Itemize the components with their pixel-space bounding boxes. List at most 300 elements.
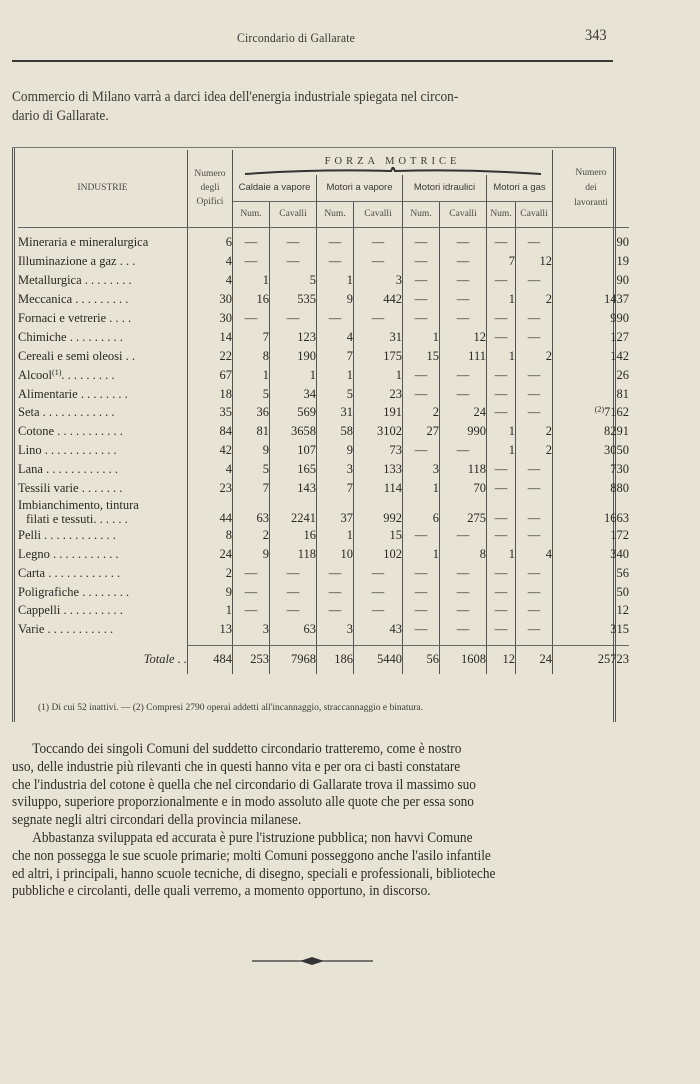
cell-opifici: 9 — [188, 583, 233, 602]
cell-mi-n: — — [403, 564, 440, 583]
sub-header-num: Num. — [403, 201, 440, 227]
cell-cv-n: — — [233, 564, 270, 583]
cell-mi-n: — — [403, 309, 440, 328]
cell-cv-n: 1 — [233, 366, 270, 385]
cell-mi-c: — — [440, 385, 487, 404]
cell-mi-c: — — [440, 290, 487, 309]
cell-cv-n: 36 — [233, 404, 270, 423]
cell-lavoranti: 12 — [553, 602, 630, 621]
cell-lavoranti: 172 — [553, 526, 630, 545]
table-row — [18, 498, 629, 526]
cell-mg-c: — — [516, 583, 553, 602]
table-row — [18, 422, 629, 441]
cell-mi-n: — — [403, 385, 440, 404]
cell-mi-c: 24 — [440, 404, 487, 423]
cell-mi-c: 275 — [440, 498, 487, 526]
section-ornament-icon — [250, 955, 375, 967]
cell-opifici: 24 — [188, 545, 233, 564]
cell-cv-n: — — [233, 602, 270, 621]
cell-mv-c: 175 — [354, 347, 403, 366]
cell-mv-n: 1 — [317, 366, 354, 385]
cell-cv-c: 16 — [270, 526, 317, 545]
cell-lavoranti: 1437 — [553, 290, 630, 309]
industry-name: Alcool$^{(1)}$. . . . . . . . . — [18, 367, 115, 382]
cell-mi-c: 111 — [440, 347, 487, 366]
cell-mg-c: 2 — [516, 441, 553, 460]
industry-name: Poligrafiche . . . . . . . . — [18, 584, 130, 599]
cell-mg-c: — — [516, 620, 553, 639]
cell-cv-n: 9 — [233, 545, 270, 564]
sub-header-cavalli: Cavalli — [516, 201, 553, 227]
cell-mv-c: — — [354, 252, 403, 271]
cell-mi-n: — — [403, 366, 440, 385]
cell-cv-n: 9 — [233, 441, 270, 460]
cell-cv-c: 569 — [270, 404, 317, 423]
paragraph-line: Abbastanza sviluppata ed accurata è pure l'istruzione pubblica; non havvi Comune — [32, 829, 473, 846]
cell-mg-n: — — [487, 328, 516, 347]
cell-mi-n: — — [403, 290, 440, 309]
table-row — [18, 602, 629, 621]
cell-cv-n: 63 — [233, 498, 270, 526]
cell-mv-c: 133 — [354, 460, 403, 479]
total-mi-c: 1608 — [440, 645, 487, 674]
table-row — [18, 404, 629, 423]
cell-mv-n: — — [317, 252, 354, 271]
cell-mv-c: 3 — [354, 271, 403, 290]
intro-line: Commercio di Milano varrà a darci idea dell'energia industriale spiegata nel circon- — [12, 89, 459, 105]
total-mi-n: 56 — [403, 645, 440, 674]
cell-mg-c: 2 — [516, 290, 553, 309]
cell-mg-c: — — [516, 385, 553, 404]
cell-cv-n: 8 — [233, 347, 270, 366]
industry-name: Alimentarie . . . . . . . . — [18, 386, 128, 401]
cell-mg-c: — — [516, 498, 553, 526]
cell-mv-n: 1 — [317, 271, 354, 290]
cell-mv-c: 43 — [354, 620, 403, 639]
cell-mi-n: 27 — [403, 422, 440, 441]
total-lavoranti: 25723 — [553, 645, 630, 674]
cell-cv-n: 5 — [233, 460, 270, 479]
cell-opifici: 30 — [188, 290, 233, 309]
cell-mi-c: — — [440, 441, 487, 460]
cell-mi-c: — — [440, 526, 487, 545]
cell-lavoranti: 127 — [553, 328, 630, 347]
cell-lavoranti: 340 — [553, 545, 630, 564]
cell-mg-n: — — [487, 309, 516, 328]
table-row — [18, 526, 629, 545]
cell-cv-c: 535 — [270, 290, 317, 309]
cell-mg-n: 1 — [487, 347, 516, 366]
cell-cv-c: 123 — [270, 328, 317, 347]
cell-cv-n: 1 — [233, 271, 270, 290]
cell-mg-c: — — [516, 328, 553, 347]
cell-opifici: 44 — [188, 498, 233, 526]
cell-opifici: 67 — [188, 366, 233, 385]
cell-lavoranti: 1663 — [553, 498, 630, 526]
cell-cv-c: — — [270, 602, 317, 621]
cell-mi-n: — — [403, 252, 440, 271]
cell-lavoranti: 56 — [553, 564, 630, 583]
cell-mg-c: — — [516, 460, 553, 479]
cell-opifici: 2 — [188, 564, 233, 583]
cell-mv-c: — — [354, 227, 403, 252]
industry-name: Cereali e semi oleosi . . — [18, 348, 135, 363]
cell-mg-c: — — [516, 404, 553, 423]
cell-mg-n: 1 — [487, 290, 516, 309]
cell-opifici: 4 — [188, 460, 233, 479]
cell-cv-n: 5 — [233, 385, 270, 404]
cell-mv-n: 9 — [317, 441, 354, 460]
cell-mv-n: — — [317, 602, 354, 621]
cell-cv-n: 16 — [233, 290, 270, 309]
cell-mi-n: — — [403, 227, 440, 252]
intro-line: dario di Gallarate. — [12, 108, 109, 124]
industry-name: Imbianchimento, tintura filati e tessuti. . . . . . — [18, 497, 139, 526]
industry-name: Carta . . . . . . . . . . . . — [18, 565, 121, 580]
cell-mv-c: 3102 — [354, 422, 403, 441]
cell-mv-c: 114 — [354, 479, 403, 498]
paragraph-line: sviluppo, superiore proporzionalmente e in modo assoluto alle quote che per essa sono — [12, 794, 474, 811]
cell-mi-n: 1 — [403, 479, 440, 498]
industry-name: Seta . . . . . . . . . . . . — [18, 405, 115, 420]
table-row — [18, 583, 629, 602]
cell-mg-n: — — [487, 271, 516, 290]
cell-mv-c: 992 — [354, 498, 403, 526]
cell-mi-c: — — [440, 309, 487, 328]
cell-mg-n: — — [487, 583, 516, 602]
cell-cv-c: 2241 — [270, 498, 317, 526]
cell-cv-c: — — [270, 309, 317, 328]
total-mv-c: 5440 — [354, 645, 403, 674]
cell-lavoranti: 8291 — [553, 422, 630, 441]
cell-cv-c: 63 — [270, 620, 317, 639]
cell-mi-n: 1 — [403, 328, 440, 347]
cell-mv-c: 23 — [354, 385, 403, 404]
cell-mg-c: — — [516, 479, 553, 498]
cell-mi-n: 6 — [403, 498, 440, 526]
cell-mv-n: — — [317, 227, 354, 252]
cell-mg-n: — — [487, 366, 516, 385]
total-mg-c: 24 — [516, 645, 553, 674]
cell-mv-n: — — [317, 564, 354, 583]
cell-lavoranti: 19 — [553, 252, 630, 271]
cell-mi-c: 70 — [440, 479, 487, 498]
industry-name: Pelli . . . . . . . . . . . . — [18, 527, 116, 542]
cell-mv-n: 58 — [317, 422, 354, 441]
cell-mi-c: — — [440, 602, 487, 621]
industry-name: Lino . . . . . . . . . . . . — [18, 443, 117, 458]
cell-mv-n: 10 — [317, 545, 354, 564]
cell-opifici: 18 — [188, 385, 233, 404]
cell-mg-n: — — [487, 620, 516, 639]
paragraph-line: che l'industria del cotone è quella che nel circondario di Gallarate trova il massimo suo — [12, 776, 476, 793]
cell-mv-n: 37 — [317, 498, 354, 526]
group-header-forza-motrice: FORZA MOTRICE — [233, 150, 553, 175]
table-footnote: (1) Di cui 52 inattivi. — (2) Compresi 2790 operai addetti all'incannaggio, straccannaggio e binatura. — [38, 703, 424, 713]
cell-cv-c: 190 — [270, 347, 317, 366]
cell-mi-n: — — [403, 602, 440, 621]
cell-mi-n: — — [403, 271, 440, 290]
industry-name: Varie . . . . . . . . . . . — [18, 622, 114, 637]
cell-mg-c: — — [516, 526, 553, 545]
cell-mi-n: 2 — [403, 404, 440, 423]
cell-mv-n: — — [317, 583, 354, 602]
running-head — [0, 27, 700, 50]
total-mg-n: 12 — [487, 645, 516, 674]
cell-lavoranti: 880 — [553, 479, 630, 498]
cell-opifici: 6 — [188, 227, 233, 252]
cell-mi-n: — — [403, 620, 440, 639]
industry-name: Meccanica . . . . . . . . . — [18, 292, 129, 307]
cell-mv-c: — — [354, 583, 403, 602]
cell-mg-c: — — [516, 309, 553, 328]
cell-opifici: 4 — [188, 271, 233, 290]
cell-lavoranti: 26 — [553, 366, 630, 385]
cell-cv-n: 3 — [233, 620, 270, 639]
paragraph-line: Toccando dei singoli Comuni del suddetto circondario tratteremo, come è nostro — [32, 741, 462, 757]
body-text — [12, 741, 616, 901]
industry-name: Legno . . . . . . . . . . . — [18, 546, 119, 561]
cell-mi-n: 1 — [403, 545, 440, 564]
cell-mv-c: 1 — [354, 366, 403, 385]
sub-header-cavalli: Cavalli — [354, 201, 403, 227]
sub-header-cavalli: Cavalli — [440, 201, 487, 227]
cell-mv-c: 15 — [354, 526, 403, 545]
industry-name: Tessili varie . . . . . . . — [18, 481, 123, 496]
table-row — [18, 479, 629, 498]
cell-mg-n: — — [487, 227, 516, 252]
cell-opifici: 23 — [188, 479, 233, 498]
cell-mg-n: — — [487, 602, 516, 621]
cell-mg-n: 1 — [487, 422, 516, 441]
cell-cv-c: 1 — [270, 366, 317, 385]
cell-mg-c: — — [516, 564, 553, 583]
cell-cv-c: 143 — [270, 479, 317, 498]
industry-name: Cappelli . . . . . . . . . . — [18, 603, 123, 618]
industry-name: Fornaci e vetrerie . . . . — [18, 311, 132, 325]
table-row — [18, 328, 629, 347]
cell-mv-c: — — [354, 309, 403, 328]
cell-opifici: 1 — [188, 602, 233, 621]
cell-cv-c: — — [270, 252, 317, 271]
cell-mv-n: — — [317, 309, 354, 328]
cell-cv-c: 107 — [270, 441, 317, 460]
total-cv-c: 7968 — [270, 645, 317, 674]
cell-mv-c: 442 — [354, 290, 403, 309]
group-header-caldaie: Caldaie a vapore — [233, 175, 317, 201]
cell-cv-n: 7 — [233, 479, 270, 498]
intro-paragraph — [12, 88, 568, 126]
cell-opifici: 42 — [188, 441, 233, 460]
cell-mi-c: — — [440, 271, 487, 290]
cell-mg-c: 2 — [516, 422, 553, 441]
total-opifici: 484 — [188, 645, 233, 674]
total-mv-n: 186 — [317, 645, 354, 674]
sub-header-num: Num. — [487, 201, 516, 227]
cell-lavoranti: 90 — [553, 271, 630, 290]
cell-mi-c: 118 — [440, 460, 487, 479]
cell-mg-n: — — [487, 564, 516, 583]
cell-mg-n: 7 — [487, 252, 516, 271]
cell-mi-c: — — [440, 583, 487, 602]
cell-mv-n: 1 — [317, 526, 354, 545]
cell-mg-c: — — [516, 271, 553, 290]
total-row — [18, 645, 629, 674]
table-row — [18, 227, 629, 252]
cell-mg-n: — — [487, 498, 516, 526]
cell-mg-c: — — [516, 227, 553, 252]
cell-mg-n: — — [487, 526, 516, 545]
cell-mv-c: — — [354, 564, 403, 583]
cell-cv-n: 2 — [233, 526, 270, 545]
table-row — [18, 347, 629, 366]
col-header-lavoranti: Numero dei lavoranti — [553, 150, 630, 227]
cell-mv-c: 191 — [354, 404, 403, 423]
cell-mv-n: 7 — [317, 479, 354, 498]
table-row — [18, 460, 629, 479]
table-row — [18, 366, 629, 385]
industry-name: Mineraria e mineralurgica — [18, 235, 149, 250]
group-header-motori-gas: Motori a gas — [487, 175, 553, 201]
running-title: Circondario di Gallarate — [237, 30, 356, 45]
cell-mv-n: 5 — [317, 385, 354, 404]
cell-opifici: 30 — [188, 309, 233, 328]
cell-mg-c: 12 — [516, 252, 553, 271]
cell-mv-n: 31 — [317, 404, 354, 423]
cell-cv-c: — — [270, 227, 317, 252]
cell-mi-c: 12 — [440, 328, 487, 347]
cell-mg-n: — — [487, 479, 516, 498]
cell-cv-c: 5 — [270, 271, 317, 290]
cell-mi-n: — — [403, 526, 440, 545]
cell-lavoranti: 81 — [553, 385, 630, 404]
cell-lavoranti: 315 — [553, 620, 630, 639]
industries-table — [18, 150, 629, 674]
cell-mg-n: — — [487, 404, 516, 423]
cell-cv-c: 118 — [270, 545, 317, 564]
industry-name: Illuminazione a gaz . . . — [18, 254, 136, 269]
table-row — [18, 309, 629, 328]
cell-mi-n: 3 — [403, 460, 440, 479]
table-row — [18, 252, 629, 271]
table-row — [18, 564, 629, 583]
cell-lavoranti: 90 — [553, 227, 630, 252]
industry-name: Chimiche . . . . . . . . . — [18, 329, 123, 344]
cell-mi-n: — — [403, 583, 440, 602]
cell-opifici: 14 — [188, 328, 233, 347]
total-cv-n: 253 — [233, 645, 270, 674]
cell-cv-n: 7 — [233, 328, 270, 347]
paragraph-line: uso, delle industrie più rilevanti che in questi hanno vita e per ora ci basti constatare — [12, 758, 461, 775]
cell-mi-c: — — [440, 227, 487, 252]
cell-cv-n: — — [233, 227, 270, 252]
paragraph-line: ed altri, i principali, hanno scuole tecniche, di disegno, speciali e professionali, biblioteche — [12, 865, 496, 882]
group-header-motori-vapore: Motori a vapore — [317, 175, 403, 201]
industry-name: Cotone . . . . . . . . . . . — [18, 424, 123, 439]
cell-lavoranti: 990 — [553, 309, 630, 328]
cell-mv-n: 3 — [317, 620, 354, 639]
cell-cv-n: 81 — [233, 422, 270, 441]
group-header-motori-idraulici: Motori idraulici — [403, 175, 487, 201]
page-number: 343 — [585, 27, 607, 44]
cell-lavoranti: 142 — [553, 347, 630, 366]
table-row — [18, 441, 629, 460]
col-header-opifici: Numero degli Opifici — [188, 150, 233, 227]
cell-mi-c: 990 — [440, 422, 487, 441]
cell-mi-c: 8 — [440, 545, 487, 564]
cell-mv-n: 7 — [317, 347, 354, 366]
table-row — [18, 620, 629, 639]
cell-mv-n: 3 — [317, 460, 354, 479]
cell-mv-c: 73 — [354, 441, 403, 460]
col-header-industrie: INDUSTRIE — [18, 150, 188, 227]
brace-icon — [243, 167, 543, 175]
cell-lavoranti: $^{(2)}$7162 — [553, 404, 630, 423]
cell-opifici: 8 — [188, 526, 233, 545]
cell-mv-n: 4 — [317, 328, 354, 347]
sub-header-num: Num. — [233, 201, 270, 227]
cell-lavoranti: 3050 — [553, 441, 630, 460]
industry-name: Metallurgica . . . . . . . . — [18, 273, 132, 288]
cell-opifici: 84 — [188, 422, 233, 441]
cell-mi-c: — — [440, 366, 487, 385]
cell-mg-n: — — [487, 385, 516, 404]
cell-mg-n: — — [487, 460, 516, 479]
cell-cv-c: — — [270, 564, 317, 583]
cell-lavoranti: 50 — [553, 583, 630, 602]
cell-mi-c: — — [440, 252, 487, 271]
cell-mg-n: 1 — [487, 441, 516, 460]
table-row — [18, 385, 629, 404]
cell-mi-n: 15 — [403, 347, 440, 366]
table-row — [18, 545, 629, 564]
cell-mi-c: — — [440, 564, 487, 583]
cell-mv-c: 102 — [354, 545, 403, 564]
cell-cv-n: — — [233, 252, 270, 271]
paragraph-line: che non possegga le sue scuole primarie; molti Comuni posseggono anche l'asilo infantile — [12, 847, 491, 864]
sub-header-num: Num. — [317, 201, 354, 227]
header-rule — [12, 60, 613, 62]
cell-cv-n: — — [233, 309, 270, 328]
cell-cv-n: — — [233, 583, 270, 602]
cell-opifici: 13 — [188, 620, 233, 639]
cell-opifici: 4 — [188, 252, 233, 271]
table-row — [18, 271, 629, 290]
cell-mg-c: 2 — [516, 347, 553, 366]
cell-opifici: 35 — [188, 404, 233, 423]
cell-mv-n: 9 — [317, 290, 354, 309]
total-label: Totale . . — [143, 652, 187, 667]
cell-cv-c: 34 — [270, 385, 317, 404]
cell-cv-c: — — [270, 583, 317, 602]
sub-header-cavalli: Cavalli — [270, 201, 317, 227]
cell-mg-n: 1 — [487, 545, 516, 564]
cell-mg-c: — — [516, 366, 553, 385]
paragraph-line: segnate negli altri circondari della provincia milanese. — [12, 812, 302, 829]
cell-opifici: 22 — [188, 347, 233, 366]
cell-cv-c: 165 — [270, 460, 317, 479]
paragraph-line: pubbliche e circolanti, delle quali verremo, a momento opportuno, in discorso. — [12, 883, 431, 900]
cell-mi-c: — — [440, 620, 487, 639]
cell-mv-c: — — [354, 602, 403, 621]
cell-mi-n: — — [403, 441, 440, 460]
cell-lavoranti: 730 — [553, 460, 630, 479]
industry-name: Lana . . . . . . . . . . . . — [18, 462, 118, 477]
cell-mg-c: — — [516, 602, 553, 621]
table-row — [18, 290, 629, 309]
cell-mg-c: 4 — [516, 545, 553, 564]
cell-mv-c: 31 — [354, 328, 403, 347]
